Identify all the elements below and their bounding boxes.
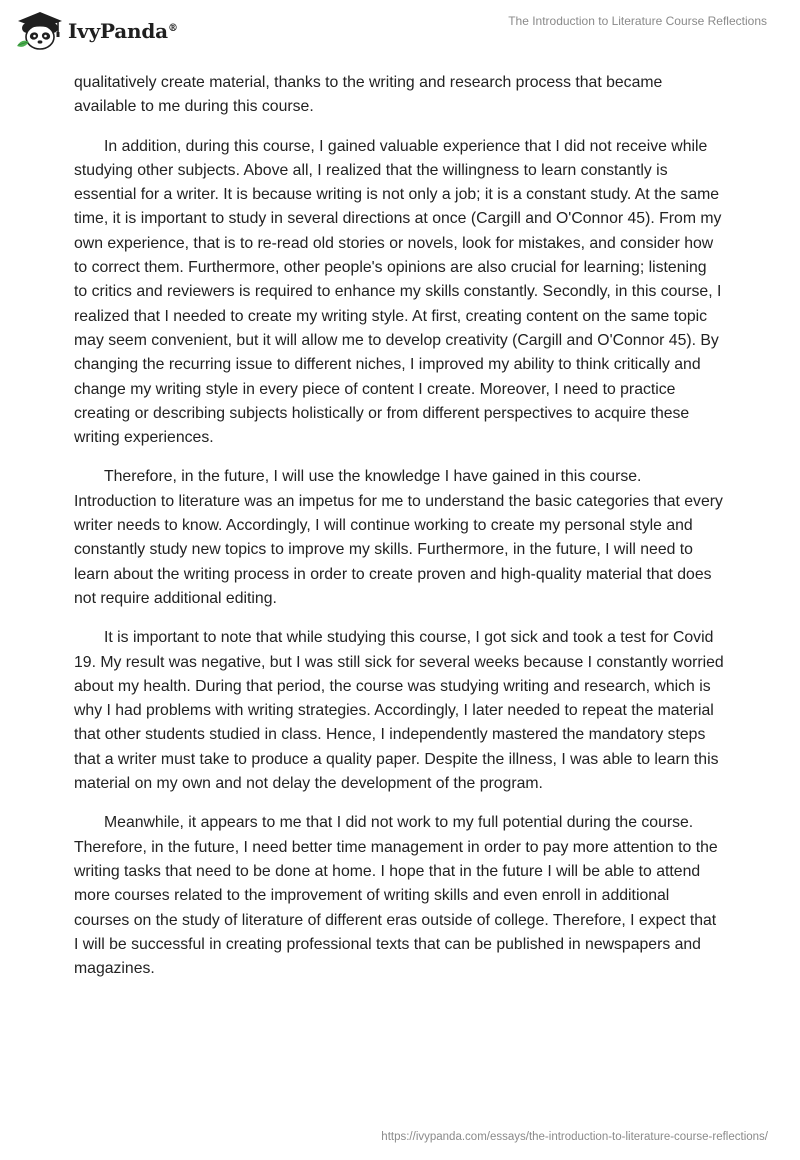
paragraph-continuation: qualitatively create material, thanks to the writing and research process that became available to me during this course.: [74, 74, 663, 116]
logo-wordmark: [68, 19, 178, 43]
logo-name: IvyPanda: [68, 19, 168, 43]
page-header: [0, 0, 800, 60]
essay-body: [74, 71, 724, 996]
paragraph: Therefore, in the future, I will use the knowledge I have gained in this course. Introduction to literature was an impetus for me to understand the basic categories that every writer needs to know. Accordingly, I will continue working to create my personal style and constantly study new topics to improve my skills. Furthermore, in the future, I will need to learn about the writing process in order to create proven and high-quality material that does not require additional editing.: [74, 468, 723, 607]
paragraph: It is important to note that while studying this course, I got sick and took a test for Covid 19. My result was negative, but I was still sick for several weeks because I constantly worried about my health. During that period, the course was studying writing and research, which is why I had problems with writing strategies. Accordingly, I later needed to repeat the material that other students studied in class. Hence, I independently mastered the mandatory steps that a writer must take to produce a quality paper. Despite the illness, I was able to learn this material on my own and not delay the development of the program.: [74, 629, 724, 793]
registered-mark: ®: [167, 23, 178, 35]
ivypanda-logo[interactable]: [14, 9, 178, 53]
panda-graduate-icon: [14, 9, 66, 53]
paragraph: Meanwhile, it appears to me that I did not work to my full potential during the course. Therefore, in the future, I need better time management in order to pay more attention to the writing tasks that need to be done at home. I hope that in the future I will be able to attend more courses related to the improvement of writing skills and even enroll in additional courses on the study of literature of different eras outside of college. Therefore, I expect that I will be successful in creating professional texts that can be published in newspapers and magazines.: [74, 814, 718, 978]
document-title: The Introduction to Literature Course Reflections: [508, 14, 767, 28]
source-url[interactable]: https://ivypanda.com/essays/the-introduction-to-literature-course-reflections/: [381, 1131, 768, 1143]
paragraph: In addition, during this course, I gained valuable experience that I did not receive while studying other subjects. Above all, I realized that the willingness to learn constantly is essential for a writer. It is because writing is not only a job; it is a constant study. At the same time, it is important to study in several directions at once (Cargill and O'Connor 45). From my own experience, that is to re-read old stories or novels, look for mistakes, and consider how to correct them. Furthermore, other people's opinions are also crucial for learning; listening to critics and reviewers is required to enhance my skills constantly. Secondly, in this course, I realized that I needed to create my writing style. At first, creating content on the same topic may seem convenient, but it will allow me to develop creativity (Cargill and O'Connor 45). By changing the recurring issue to different niches, I improved my ability to think critically and change my writing style in every piece of content I create. Moreover, I need to practice creating or describing subjects holistically or from different perspectives to acquire these writing experiences.: [74, 137, 722, 447]
